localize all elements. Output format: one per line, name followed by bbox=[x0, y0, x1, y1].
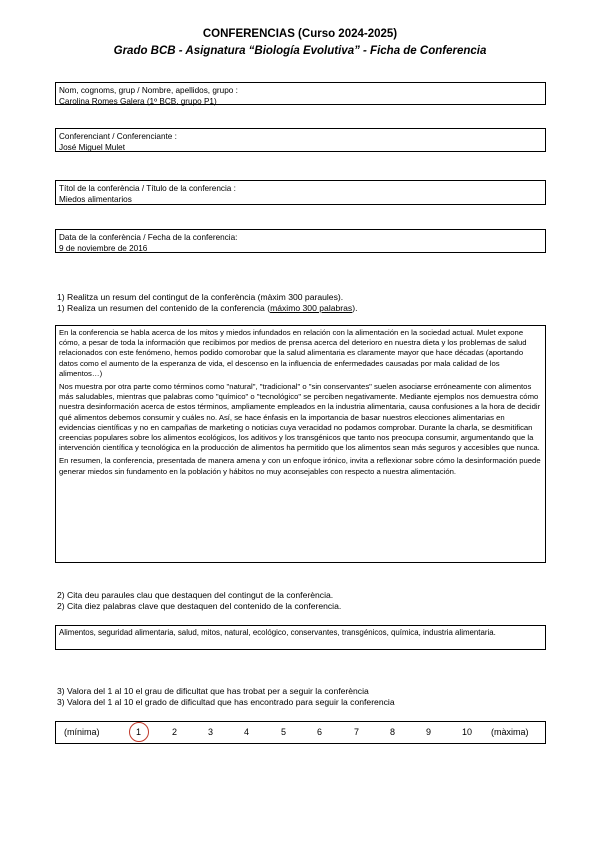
scale-option-9[interactable]: 9 bbox=[426, 727, 432, 737]
date-value: 9 de noviembre de 2016 bbox=[59, 244, 148, 253]
summary-answer[interactable] bbox=[55, 325, 546, 563]
summary-paragraph: En resumen, la conferencia, presentada de manera amena y con un enfoque irónico, invita a reflexionar sobre cómo la desinformación puede generar miedos sin fundamento en la población y hábitos no muy aconsejables con respecto a nuestra alimentación. bbox=[59, 456, 541, 476]
scale-option-2[interactable]: 2 bbox=[172, 727, 178, 737]
scale-option-10[interactable]: 10 bbox=[462, 727, 473, 737]
speaker-field[interactable] bbox=[55, 128, 546, 152]
keywords-answer[interactable]: Alimentos, seguridad alimentaria, salud, mitos, natural, ecológico, conservantes, transgénicos, química, industria alimentaria. bbox=[55, 625, 546, 650]
name-value: Carolina Romes Galera (1º BCB, grupo P1) bbox=[59, 97, 217, 106]
title-value: Miedos alimentarios bbox=[59, 195, 132, 204]
name-field[interactable] bbox=[55, 82, 546, 105]
scale-option-5[interactable]: 5 bbox=[281, 727, 287, 737]
question-1 bbox=[57, 292, 357, 314]
question-2-ca: 2) Cita deu paraules clau que destaquen del contingut de la conferència. bbox=[57, 590, 334, 600]
date-label: Data de la conferència / Fecha de la conferencia: bbox=[59, 233, 238, 242]
title-label: Títol de la conferència / Título de la conferencia : bbox=[59, 184, 236, 193]
question-3 bbox=[57, 686, 395, 708]
title-field[interactable] bbox=[55, 180, 546, 205]
scale-min-label: (mínima) bbox=[64, 727, 100, 737]
question-2 bbox=[57, 590, 341, 612]
scale-option-4[interactable]: 4 bbox=[244, 727, 250, 737]
difficulty-scale bbox=[55, 721, 546, 744]
page-subtitle: Grado BCB - Asignatura “Biología Evolutiva” - Ficha de Conferencia bbox=[113, 45, 487, 57]
question-1-ca: 1) Realitza un resum del contingut de la conferència (màxim 300 paraules). bbox=[57, 292, 344, 302]
question-1-es: 1) Realiza un resumen del contenido de la conferencia (máximo 300 palabras). bbox=[57, 303, 358, 313]
scale-option-3[interactable]: 3 bbox=[208, 727, 214, 737]
scale-option-6[interactable]: 6 bbox=[317, 727, 323, 737]
scale-option-1[interactable]: 1 bbox=[136, 727, 142, 737]
scale-option-8[interactable]: 8 bbox=[390, 727, 396, 737]
summary-paragraph: Nos muestra por otra parte como términos como "natural", "tradicional" o "sin conservantes" suelen asociarse erróneamente con alimentos más saludables, mientras que palabras como "químico" o "tecnológico" se perciben negativamente. Mediante ejemplos nos demuestra cómo nuestra desinformación acerca de estos términos, ampliamente empleados en la industria alimentaria, causa confusiones a la hora de decidir qué alimentos debemos consumir y cuáles no. Así, se hace énfasis en la importancia de basar nuestros elecciones alimentarias en evidencias científicas y no en campañas de marketing o noticias cuya veracidad no podamos comprobar. Durante la charla, se desmitifican creencias populares sobre los alimentos ecológicos, los aditivos y los transgénicos que tanto nos preocupa consumir, argumentando que la intervención científica y tecnológica en la producción de alimentos ha permitido que los alimentos sean más seguros y accesibles que nunca. bbox=[59, 382, 541, 453]
scale-max-label: (màxima) bbox=[491, 727, 529, 737]
page-title: CONFERENCIAS (Curso 2024-2025) bbox=[202, 28, 398, 40]
scale-option-7[interactable]: 7 bbox=[354, 727, 360, 737]
question-2-es: 2) Cita diez palabras clave que destaquen del contenido de la conferencia. bbox=[57, 601, 342, 611]
question-3-es: 3) Valora del 1 al 10 el grado de dificultad que has encontrado para seguir la conferencia bbox=[57, 697, 395, 707]
summary-paragraph: En la conferencia se habla acerca de los mitos y miedos infundados en relación con la alimentación en la sociedad actual. Mulet expone cómo, a pesar de toda la información que recibimos por medios de prensa acerca del deterioro en nuestra dieta y los problemas de salud relacionados con este fenómeno, hemos podido comorobar que la salud alimentaria es claramente mayor que hace décadas (aportando datos como el aumento de la esperanza de vida, el descenso en la influencia de enfermedades causadas por mala calidad de los alimentos…) bbox=[59, 328, 527, 378]
speaker-value: José Miguel Mulet bbox=[59, 143, 125, 152]
name-label: Nom, cognoms, grup / Nombre, apellidos, grupo : bbox=[59, 86, 238, 95]
speaker-label: Conferenciant / Conferenciante : bbox=[59, 132, 177, 141]
question-3-ca: 3) Valora del 1 al 10 el grau de dificultat que has trobat per a seguir la conferència bbox=[57, 686, 369, 696]
date-field[interactable] bbox=[55, 229, 546, 253]
